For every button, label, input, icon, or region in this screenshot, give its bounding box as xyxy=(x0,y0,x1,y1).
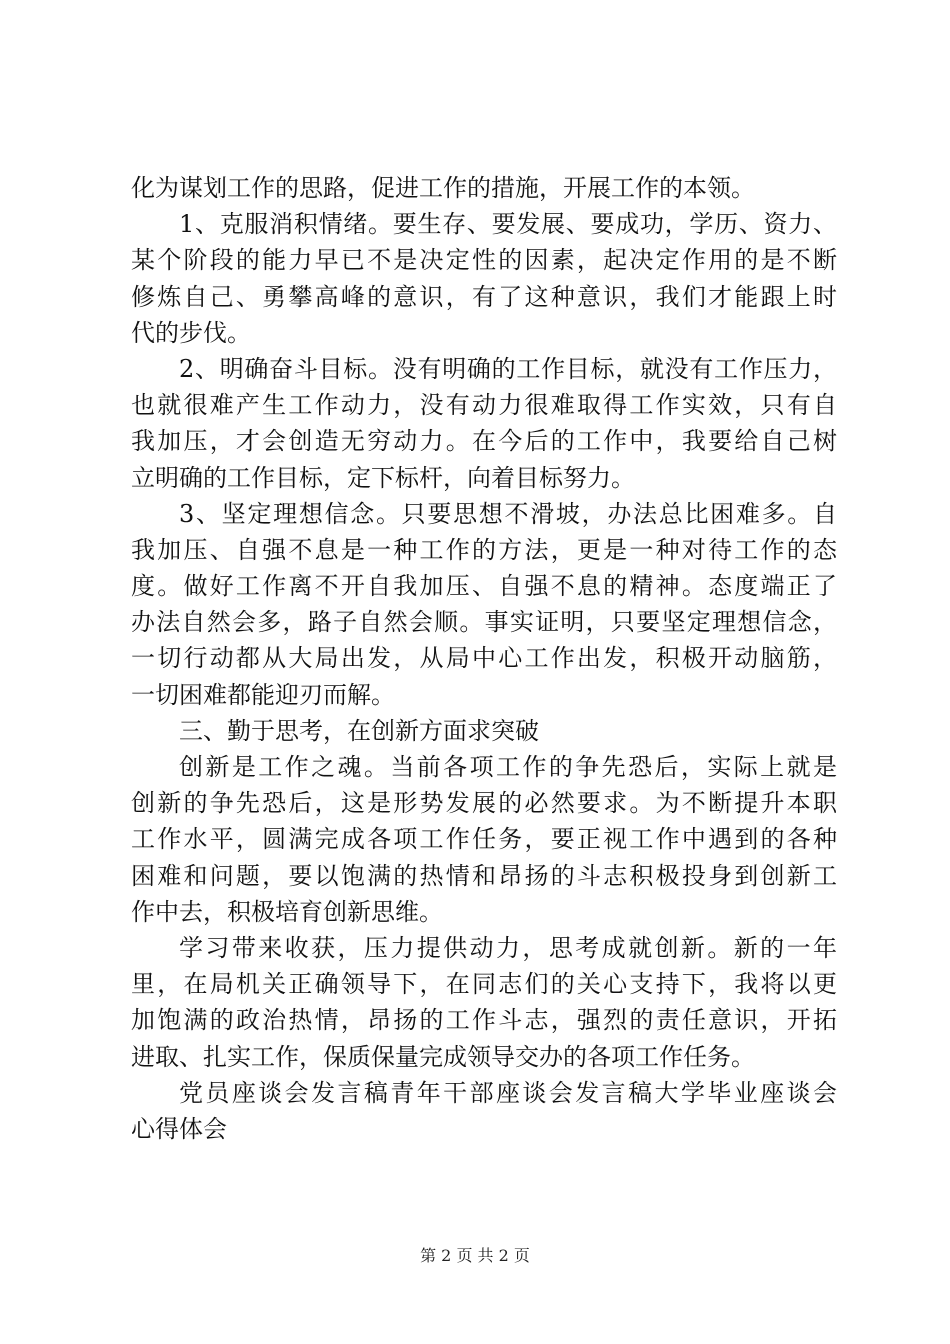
text-line: 加饱满的政治热情，昂扬的工作斗志，强烈的责任意识，开拓 xyxy=(131,1006,837,1035)
text-line: 修炼自己、勇攀高峰的意识，有了这种意识，我们才能跟上时 xyxy=(131,282,837,311)
text-line: 一切困难都能迎刃而解。 xyxy=(131,680,395,709)
text-line: 作中去，积极培育创新思维。 xyxy=(131,897,443,926)
text-line: 工作水平，圆满完成各项工作任务，要正视工作中遇到的各种 xyxy=(131,825,837,854)
text-line: 创新是工作之魂。当前各项工作的争先恐后，实际上就是 xyxy=(179,753,837,781)
page-number-footer: 第 2 页 共 2 页 xyxy=(420,1246,530,1265)
text-line: 我加压、自强不息是一种工作的方法，更是一种对待工作的态 xyxy=(131,535,837,564)
text-line: 3、坚定理想信念。只要思想不滑坡，办法总比困难多。自 xyxy=(179,499,837,528)
text-line: 度。做好工作离不开自我加压、自强不息的精神。态度端正了 xyxy=(131,572,837,601)
text-line: 我加压，才会创造无穷动力。在今后的工作中，我要给自己树 xyxy=(131,427,837,456)
text-line: 一切行动都从大局出发，从局中心工作出发，积极开动脑筋， xyxy=(131,644,837,673)
text-line: 里，在局机关正确领导下，在同志们的关心支持下，我将以更 xyxy=(131,970,837,999)
text-line: 进取、扎实工作，保质保量完成领导交办的各项工作任务。 xyxy=(131,1042,755,1071)
text-line: 三、勤于思考，在创新方面求突破 xyxy=(179,716,539,745)
text-line: 心得体会 xyxy=(131,1114,227,1143)
text-line: 学习带来收获，压力提供动力，思考成就创新。新的一年 xyxy=(179,933,837,962)
text-line: 代的步伐。 xyxy=(131,318,251,347)
text-line: 化为谋划工作的思路，促进工作的措施，开展工作的本领。 xyxy=(131,174,755,202)
text-line: 党员座谈会发言稿青年干部座谈会发言稿大学毕业座谈会 xyxy=(179,1078,837,1107)
text-line: 2、明确奋斗目标。没有明确的工作目标，就没有工作压力， xyxy=(179,354,837,383)
text-line: 1、克服消积情绪。要生存、要发展、要成功，学历、资力、 xyxy=(179,210,837,239)
text-line: 也就很难产生工作动力，没有动力很难取得工作实效，只有自 xyxy=(131,391,837,420)
text-line: 困难和问题，要以饱满的热情和昂扬的斗志积极投身到创新工 xyxy=(131,861,837,890)
document-body xyxy=(131,170,837,1147)
text-line: 办法自然会多，路子自然会顺。事实证明，只要坚定理想信念， xyxy=(131,608,837,637)
text-line: 某个阶段的能力早已不是决定性的因素，起决定作用的是不断 xyxy=(131,246,837,275)
text-line: 立明确的工作目标，定下标杆，向着目标努力。 xyxy=(131,463,635,492)
text-line: 创新的争先恐后，这是形势发展的必然要求。为不断提升本职 xyxy=(131,789,837,818)
